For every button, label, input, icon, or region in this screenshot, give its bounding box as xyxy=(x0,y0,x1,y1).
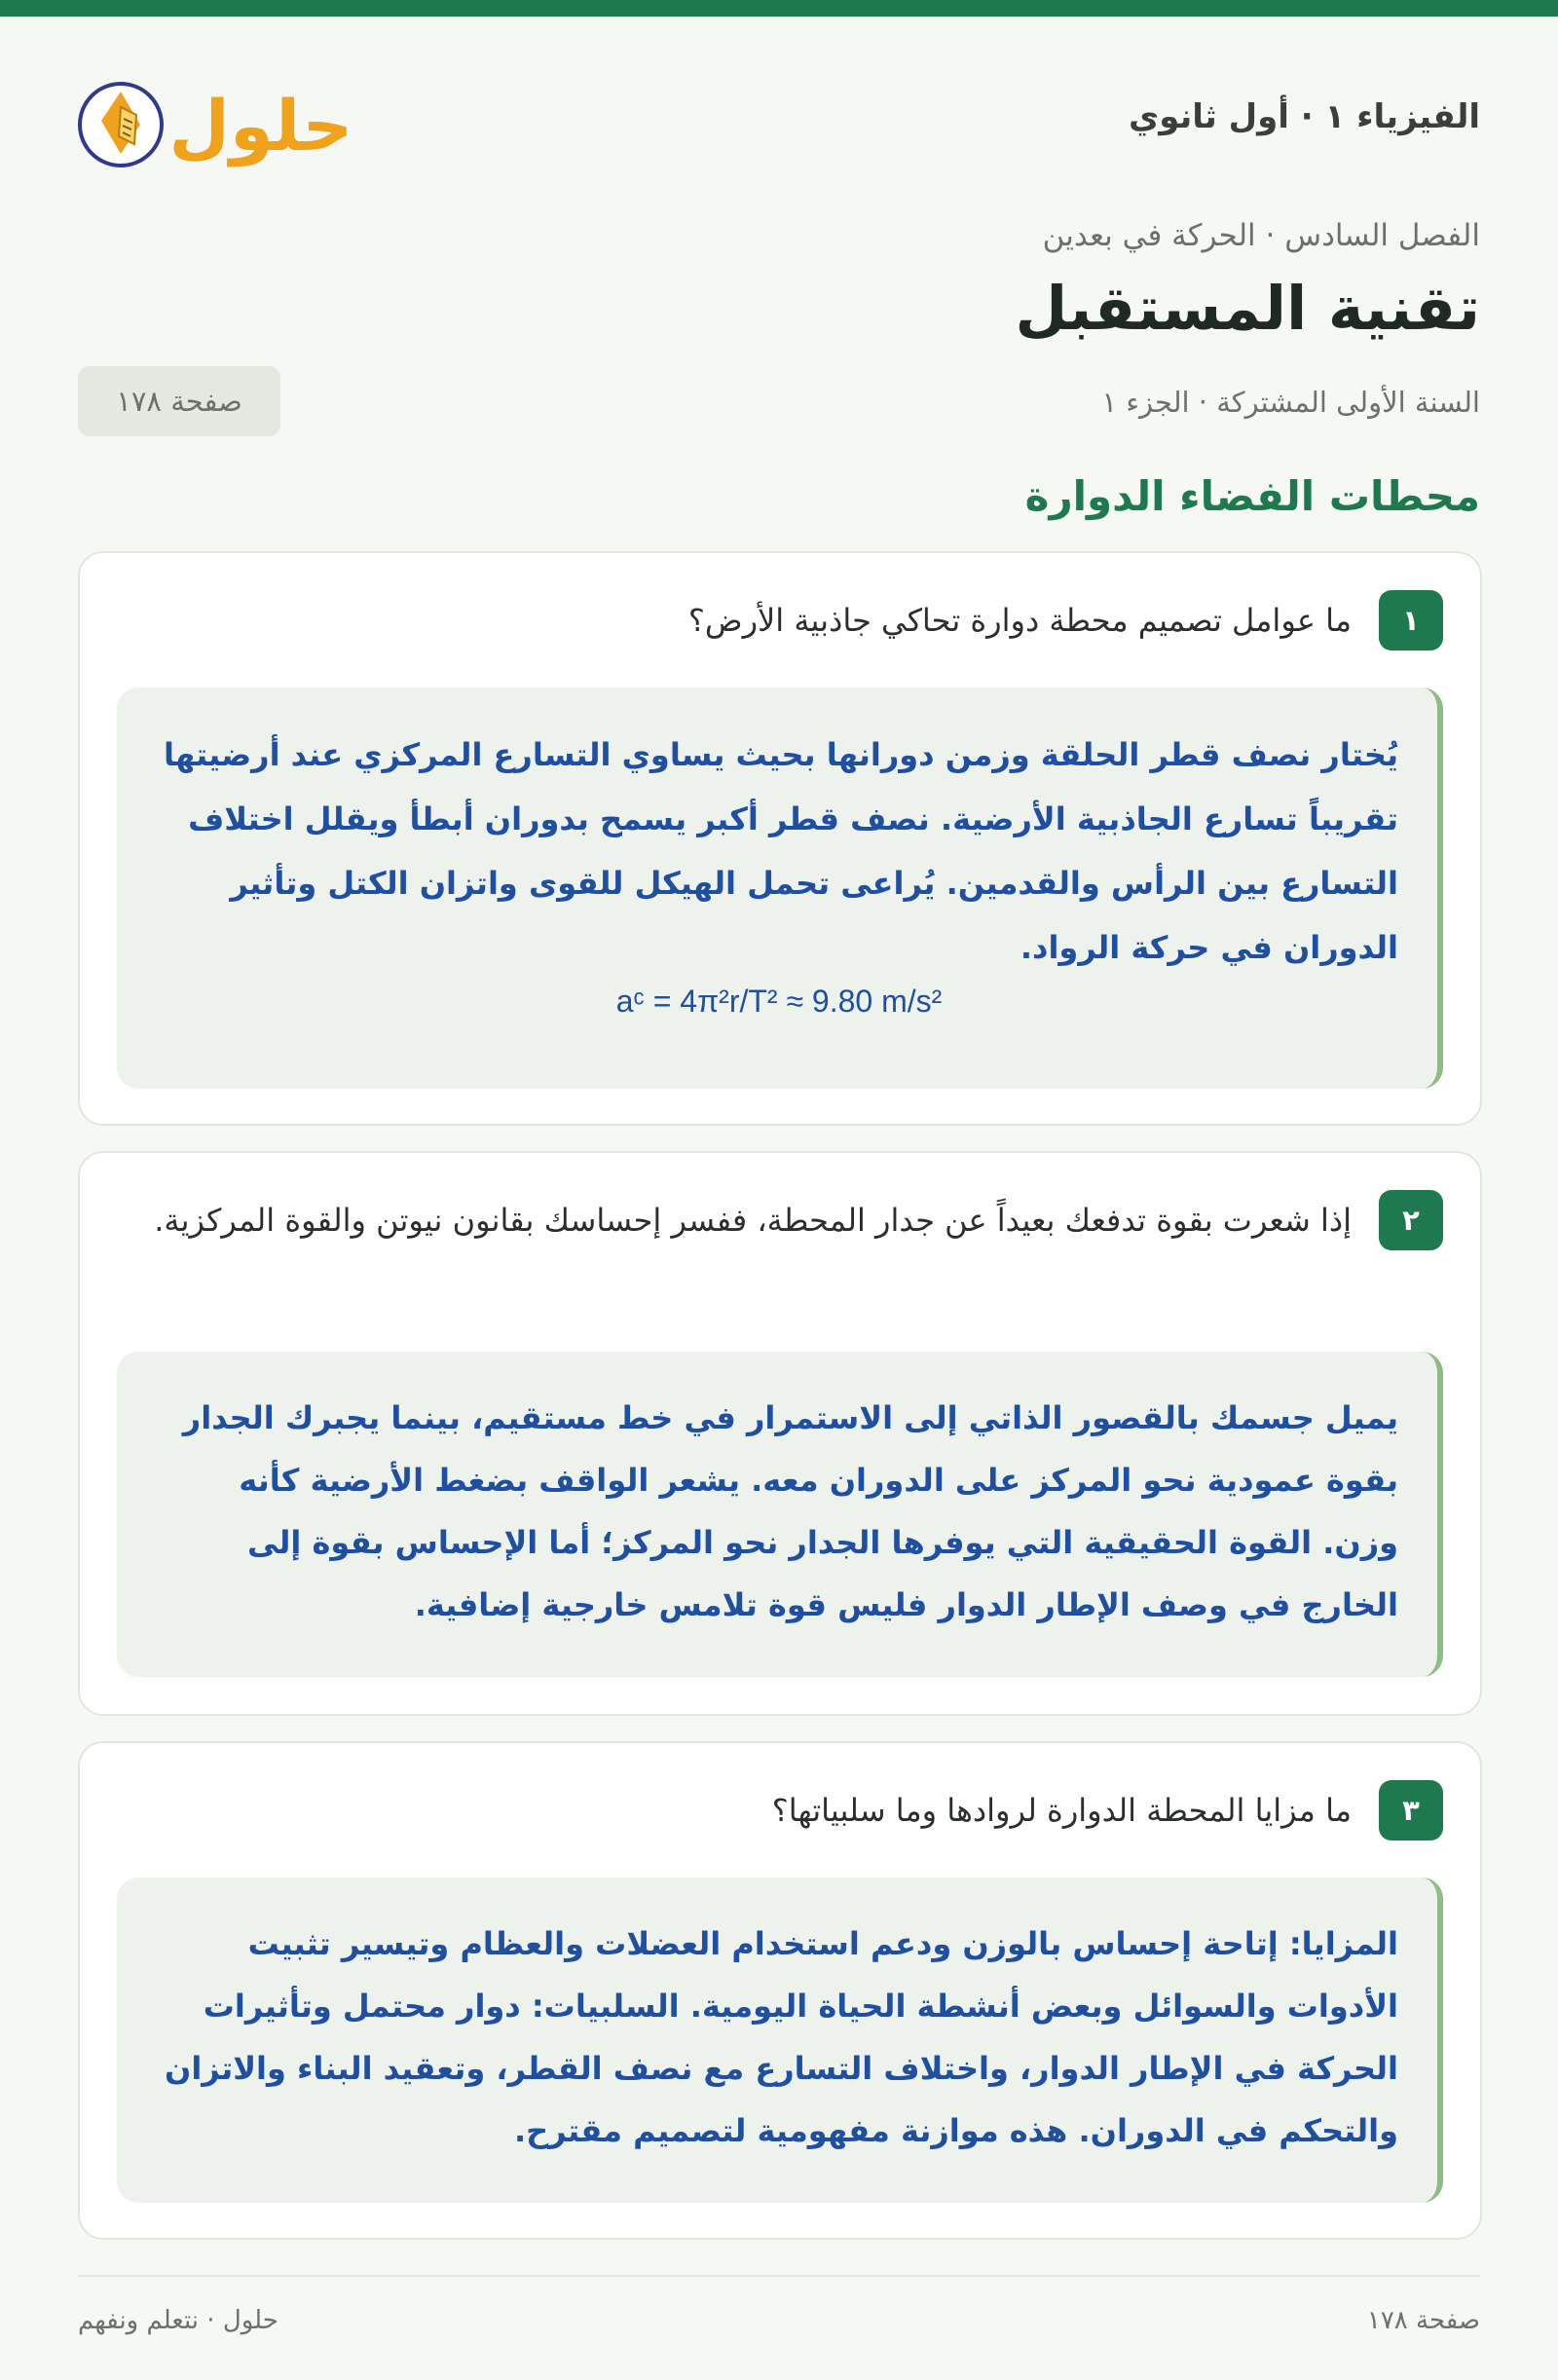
answer-box xyxy=(117,688,1443,1089)
page-title: تقنية المستقبل xyxy=(1015,273,1480,344)
footer-page-number: صفحة ١٧٨ xyxy=(1366,2306,1480,2335)
hulul-logo[interactable] xyxy=(78,64,347,171)
logo-text: حلول xyxy=(168,85,347,167)
question-text: ما مزايا المحطة الدوارة لروادها وما سلبياتها؟ xyxy=(771,1792,1352,1829)
answer-box xyxy=(117,1878,1443,2203)
question-number-badge: ٣ xyxy=(1379,1780,1443,1841)
answer-text: يميل جسمك بالقصور الذاتي إلى الاستمرار في خط مستقيم، بينما يجبرك الجدار بقوة عمودية نحو المركز على الدوران معه. يشعر الواقف بضغط الأرضية كأنه وزن. القوة الحقيقية التي يوفرها الجدار نحو المركز؛ أما الإحساس بقوة إلى الخارج في وصف الإطار الدوار فليس قوة تلامس خارجية إضافية. xyxy=(182,1399,1398,1623)
footer-brand: حلول · نتعلم ونفهم xyxy=(78,2306,278,2335)
course-meta: السنة الأولى المشتركة · الجزء ١ xyxy=(1101,386,1480,419)
formula: aᶜ = 4π²r/T² ≈ 9.80 m/s² xyxy=(615,984,943,1019)
question-card-1 xyxy=(78,551,1482,1126)
subject-title: الفيزياء ١ · أول ثانوي xyxy=(1129,97,1480,136)
footer-divider xyxy=(78,2275,1480,2277)
chapter-label: الفصل السادس · الحركة في بعدين xyxy=(1042,218,1480,253)
answer-box xyxy=(117,1352,1443,1677)
question-text: ما عوامل تصميم محطة دوارة تحاكي جاذبية الأرض؟ xyxy=(687,602,1352,639)
top-accent-bar xyxy=(0,0,1558,17)
page-number-badge: صفحة ١٧٨ xyxy=(78,366,280,436)
question-text: إذا شعرت بقوة تدفعك بعيداً عن جدار المحطة، ففسر إحساسك بقانون نيوتن والقوة المركزية. xyxy=(154,1202,1352,1239)
question-card-3 xyxy=(78,1741,1482,2240)
question-number-badge: ٢ xyxy=(1379,1190,1443,1250)
answer-text: المزايا: إتاحة إحساس بالوزن ودعم استخدام العضلات والعظام وتيسير تثبيت الأدوات والسوائل وبعض أنشطة الحياة اليومية. السلبيات: دوار محتمل وتأثيرات الحركة في الإطار الدوار، واختلاف التسارع مع نصف القطر، وتعقيد البناء والاتزان والتحكم في الدوران. هذه موازنة مفهومية لتصميم مقترح. xyxy=(165,1925,1398,2149)
question-number-badge: ١ xyxy=(1379,590,1443,651)
question-card-2 xyxy=(78,1151,1482,1716)
answer-text: يُختار نصف قطر الحلقة وزمن دورانها بحيث يساوي التسارع المركزي عند أرضيتها تقريباً تسارع الجاذبية الأرضية. نصف قطر أكبر يسمح بدوران أبطأ ويقلل اختلاف التسارع بين الرأس والقدمين. يُراعى تحمل الهيكل للقوى واتزان الكتل وتأثير الدوران في حركة الرواد. xyxy=(163,736,1398,966)
section-heading: محطات الفضاء الدوارة xyxy=(1024,472,1480,520)
